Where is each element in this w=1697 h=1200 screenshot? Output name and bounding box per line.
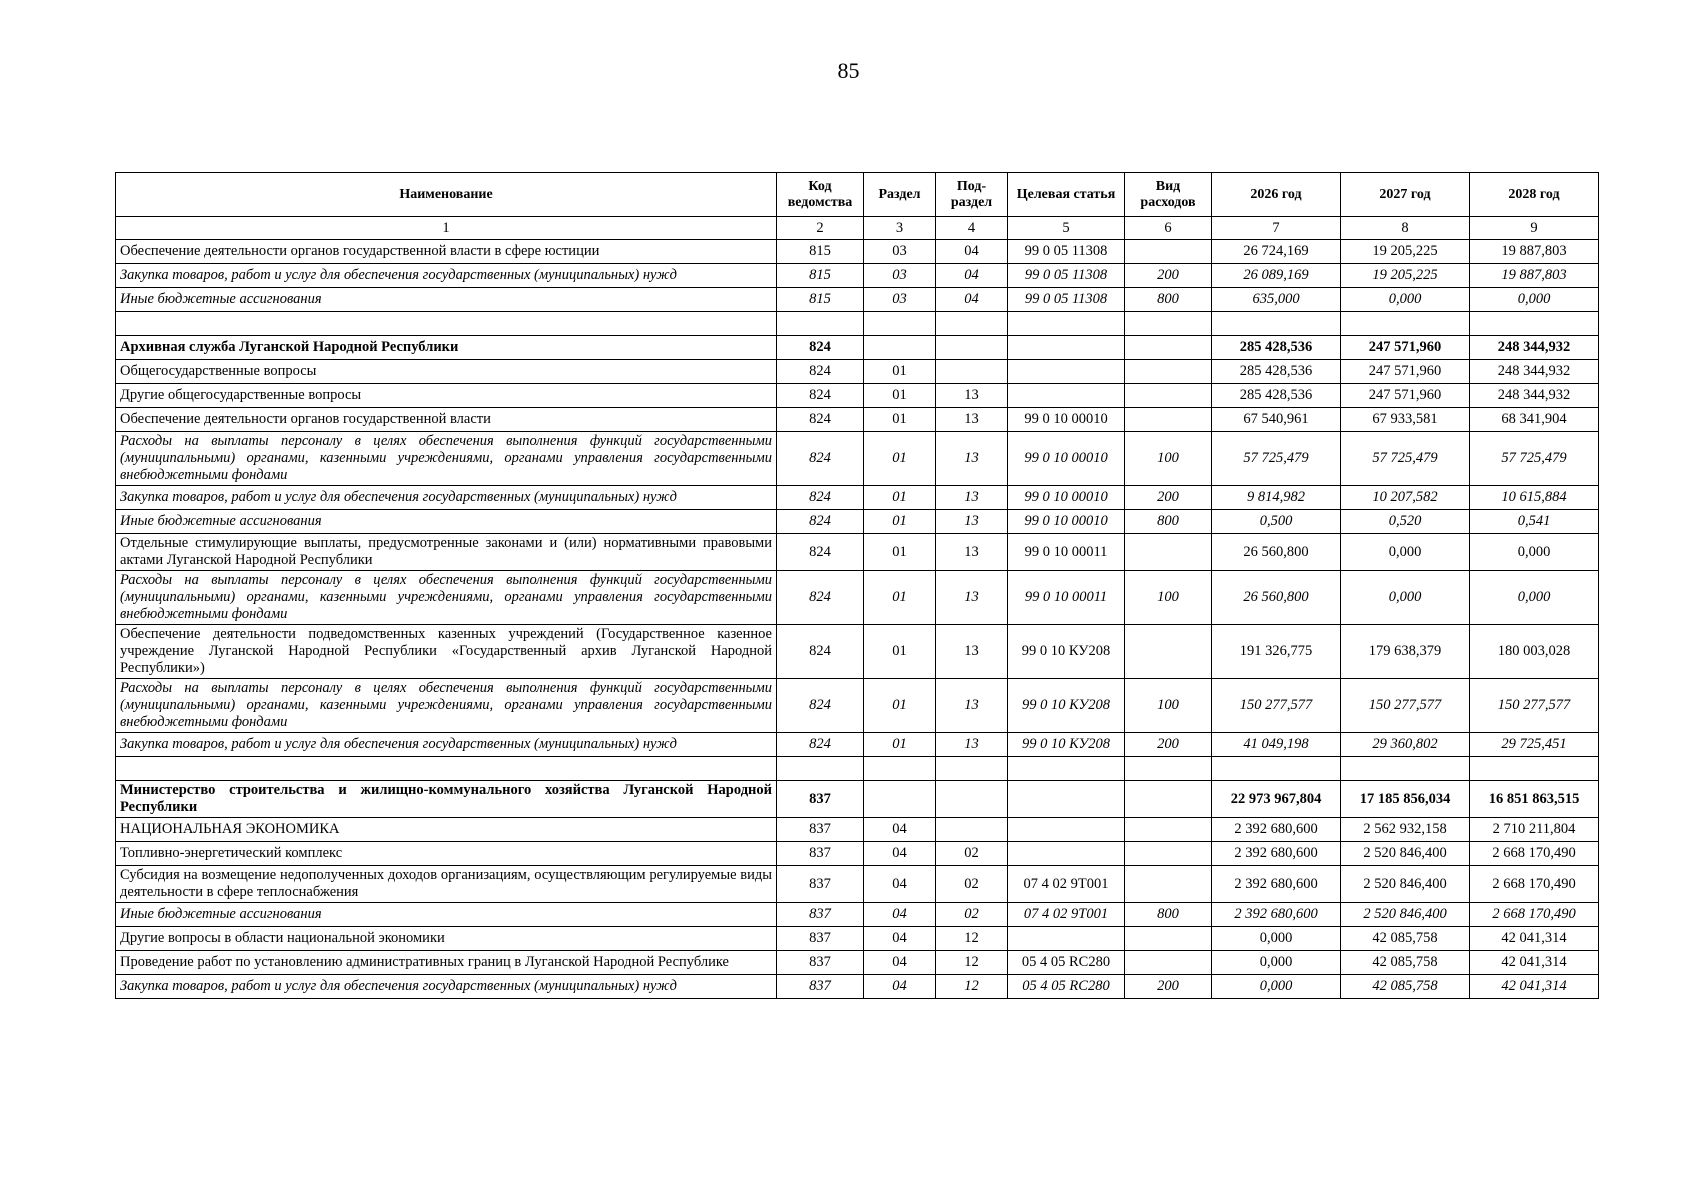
table-row (116, 927, 1599, 951)
table-row (116, 781, 1599, 818)
cell-target-article: 99 0 10 КУ208 (1008, 679, 1125, 733)
cell-target-article: 99 0 05 11308 (1008, 240, 1125, 264)
cell-section: 04 (864, 975, 936, 999)
cell-expense-type (1125, 534, 1212, 571)
cell-target-article (1008, 312, 1125, 336)
cell-subsection: 04 (936, 288, 1008, 312)
cell-name: Отдельные стимулирующие выплаты, предусмотренные законами и (или) нормативными правовыми актами Луганской Народной Республики (116, 534, 777, 571)
cell-department-code: 824 (777, 486, 864, 510)
cell-amount-2027: 2 520 846,400 (1341, 866, 1470, 903)
cell-amount-2027: 19 205,225 (1341, 240, 1470, 264)
cell-amount-2028: 10 615,884 (1470, 486, 1599, 510)
cell-section: 01 (864, 534, 936, 571)
cell-amount-2026: 0,000 (1212, 975, 1341, 999)
page-number: 85 (837, 58, 860, 83)
cell-amount-2026: 57 725,479 (1212, 432, 1341, 486)
cell-amount-2027: 19 205,225 (1341, 264, 1470, 288)
cell-section: 04 (864, 866, 936, 903)
cell-target-article: 99 0 10 00010 (1008, 408, 1125, 432)
cell-department-code: 824 (777, 571, 864, 625)
budget-table (115, 172, 1599, 999)
cell-subsection: 12 (936, 951, 1008, 975)
cell-amount-2027: 0,000 (1341, 571, 1470, 625)
cell-amount-2026 (1212, 757, 1341, 781)
cell-name: Архивная служба Луганской Народной Республики (116, 336, 777, 360)
cell-amount-2027: 42 085,758 (1341, 927, 1470, 951)
cell-amount-2026: 26 724,169 (1212, 240, 1341, 264)
cell-target-article (1008, 336, 1125, 360)
cell-expense-type (1125, 312, 1212, 336)
column-number: 5 (1008, 217, 1125, 240)
cell-target-article: 99 0 10 00010 (1008, 432, 1125, 486)
cell-section: 01 (864, 432, 936, 486)
cell-amount-2027: 57 725,479 (1341, 432, 1470, 486)
table-row (116, 336, 1599, 360)
cell-amount-2027: 17 185 856,034 (1341, 781, 1470, 818)
cell-name: Иные бюджетные ассигнования (116, 903, 777, 927)
cell-section (864, 336, 936, 360)
cell-name: Иные бюджетные ассигнования (116, 510, 777, 534)
cell-section (864, 757, 936, 781)
cell-name: Проведение работ по установлению административных границ в Луганской Народной Республике (116, 951, 777, 975)
cell-expense-type (1125, 384, 1212, 408)
cell-amount-2026: 191 326,775 (1212, 625, 1341, 679)
cell-expense-type: 100 (1125, 571, 1212, 625)
cell-subsection: 13 (936, 432, 1008, 486)
cell-department-code (777, 312, 864, 336)
cell-amount-2027: 2 520 846,400 (1341, 903, 1470, 927)
cell-subsection (936, 757, 1008, 781)
header-name: Наименование (116, 173, 777, 217)
cell-target-article (1008, 927, 1125, 951)
cell-target-article (1008, 757, 1125, 781)
cell-department-code: 837 (777, 951, 864, 975)
table-row (116, 534, 1599, 571)
cell-subsection: 13 (936, 510, 1008, 534)
cell-subsection: 13 (936, 625, 1008, 679)
cell-subsection: 02 (936, 866, 1008, 903)
cell-amount-2028: 16 851 863,515 (1470, 781, 1599, 818)
cell-amount-2028: 42 041,314 (1470, 951, 1599, 975)
cell-expense-type: 800 (1125, 288, 1212, 312)
cell-amount-2028: 150 277,577 (1470, 679, 1599, 733)
cell-name: Обеспечение деятельности органов государственной власти (116, 408, 777, 432)
cell-department-code: 824 (777, 733, 864, 757)
cell-name: Иные бюджетные ассигнования (116, 288, 777, 312)
cell-subsection: 13 (936, 384, 1008, 408)
column-number-row (116, 217, 1599, 240)
cell-name: Другие общегосударственные вопросы (116, 384, 777, 408)
cell-target-article: 99 0 05 11308 (1008, 264, 1125, 288)
cell-amount-2028: 2 668 170,490 (1470, 842, 1599, 866)
cell-expense-type: 800 (1125, 510, 1212, 534)
cell-amount-2027: 29 360,802 (1341, 733, 1470, 757)
cell-department-code: 824 (777, 384, 864, 408)
cell-name: Обеспечение деятельности подведомственных казенных учреждений (Государственное казенное учреждение Луганской Народной Республики «Государственный архив Луганской Народной Республики») (116, 625, 777, 679)
header-year-2027: 2027 год (1341, 173, 1470, 217)
cell-target-article (1008, 360, 1125, 384)
cell-amount-2028: 2 668 170,490 (1470, 866, 1599, 903)
cell-expense-type (1125, 336, 1212, 360)
cell-amount-2028: 0,000 (1470, 288, 1599, 312)
cell-amount-2028: 19 887,803 (1470, 240, 1599, 264)
cell-expense-type (1125, 360, 1212, 384)
cell-name: Закупка товаров, работ и услуг для обеспечения государственных (муниципальных) нужд (116, 975, 777, 999)
cell-amount-2028: 248 344,932 (1470, 384, 1599, 408)
cell-department-code: 815 (777, 240, 864, 264)
cell-section: 01 (864, 571, 936, 625)
cell-expense-type (1125, 240, 1212, 264)
cell-amount-2028: 248 344,932 (1470, 360, 1599, 384)
cell-section: 03 (864, 240, 936, 264)
cell-expense-type: 100 (1125, 432, 1212, 486)
cell-subsection: 13 (936, 486, 1008, 510)
cell-amount-2026: 285 428,536 (1212, 360, 1341, 384)
cell-amount-2028: 248 344,932 (1470, 336, 1599, 360)
cell-department-code: 837 (777, 818, 864, 842)
cell-expense-type (1125, 757, 1212, 781)
column-number: 3 (864, 217, 936, 240)
cell-subsection (936, 360, 1008, 384)
cell-amount-2026: 67 540,961 (1212, 408, 1341, 432)
cell-amount-2027: 179 638,379 (1341, 625, 1470, 679)
cell-amount-2026: 150 277,577 (1212, 679, 1341, 733)
cell-subsection: 13 (936, 679, 1008, 733)
table-row (116, 264, 1599, 288)
cell-target-article: 99 0 05 11308 (1008, 288, 1125, 312)
cell-amount-2026 (1212, 312, 1341, 336)
header-year-2026: 2026 год (1212, 173, 1341, 217)
table-row (116, 679, 1599, 733)
cell-target-article: 99 0 10 00010 (1008, 486, 1125, 510)
cell-amount-2028: 0,000 (1470, 534, 1599, 571)
cell-department-code: 824 (777, 510, 864, 534)
cell-name: Топливно-энергетический комплекс (116, 842, 777, 866)
cell-amount-2026: 285 428,536 (1212, 384, 1341, 408)
cell-amount-2028: 42 041,314 (1470, 975, 1599, 999)
cell-department-code: 837 (777, 842, 864, 866)
table-row (116, 842, 1599, 866)
header-expense-type: Вид расходов (1125, 173, 1212, 217)
table-row (116, 408, 1599, 432)
cell-amount-2028: 2 668 170,490 (1470, 903, 1599, 927)
cell-department-code: 824 (777, 432, 864, 486)
table-row (116, 975, 1599, 999)
cell-amount-2028: 42 041,314 (1470, 927, 1599, 951)
column-number: 8 (1341, 217, 1470, 240)
cell-expense-type: 100 (1125, 679, 1212, 733)
table-row (116, 571, 1599, 625)
cell-section: 01 (864, 733, 936, 757)
cell-department-code: 815 (777, 288, 864, 312)
header-target-article: Целевая статья (1008, 173, 1125, 217)
cell-target-article: 07 4 02 9Т001 (1008, 866, 1125, 903)
cell-department-code: 837 (777, 975, 864, 999)
cell-department-code: 824 (777, 679, 864, 733)
cell-target-article: 99 0 10 КУ208 (1008, 733, 1125, 757)
cell-subsection: 13 (936, 571, 1008, 625)
cell-section: 01 (864, 679, 936, 733)
cell-section: 01 (864, 625, 936, 679)
cell-name: Расходы на выплаты персоналу в целях обеспечения выполнения функций государственными (муниципальными) органами, казенными учреждениями, органами управления государственными внебюджетными фондами (116, 571, 777, 625)
cell-amount-2027: 247 571,960 (1341, 384, 1470, 408)
cell-amount-2027: 150 277,577 (1341, 679, 1470, 733)
cell-amount-2026: 22 973 967,804 (1212, 781, 1341, 818)
cell-target-article: 99 0 10 00010 (1008, 510, 1125, 534)
cell-subsection: 04 (936, 240, 1008, 264)
cell-expense-type: 200 (1125, 975, 1212, 999)
cell-subsection: 12 (936, 927, 1008, 951)
cell-target-article (1008, 781, 1125, 818)
cell-amount-2027 (1341, 757, 1470, 781)
header-section: Раздел (864, 173, 936, 217)
cell-section: 04 (864, 842, 936, 866)
cell-section: 01 (864, 360, 936, 384)
cell-amount-2028 (1470, 312, 1599, 336)
cell-amount-2027 (1341, 312, 1470, 336)
cell-amount-2027: 0,000 (1341, 534, 1470, 571)
cell-department-code: 837 (777, 927, 864, 951)
cell-department-code: 837 (777, 781, 864, 818)
cell-amount-2027: 67 933,581 (1341, 408, 1470, 432)
cell-name: Субсидия на возмещение недополученных доходов организациям, осуществляющим регулируемые виды деятельности в сфере теплоснабжения (116, 866, 777, 903)
cell-section: 03 (864, 264, 936, 288)
cell-subsection: 12 (936, 975, 1008, 999)
column-number: 4 (936, 217, 1008, 240)
cell-amount-2026: 26 089,169 (1212, 264, 1341, 288)
cell-name (116, 312, 777, 336)
table-body (116, 240, 1599, 999)
cell-amount-2028: 2 710 211,804 (1470, 818, 1599, 842)
cell-amount-2028 (1470, 757, 1599, 781)
cell-name: Расходы на выплаты персоналу в целях обеспечения выполнения функций государственными (муниципальными) органами, казенными учреждениями, органами управления государственными внебюджетными фондами (116, 679, 777, 733)
header-subsection: Под-раздел (936, 173, 1008, 217)
cell-subsection: 13 (936, 534, 1008, 571)
cell-section (864, 312, 936, 336)
cell-section: 04 (864, 951, 936, 975)
cell-target-article (1008, 842, 1125, 866)
cell-subsection: 04 (936, 264, 1008, 288)
cell-section: 01 (864, 486, 936, 510)
header-row (116, 173, 1599, 217)
cell-section: 01 (864, 384, 936, 408)
table-row (116, 625, 1599, 679)
cell-expense-type (1125, 927, 1212, 951)
cell-amount-2028: 19 887,803 (1470, 264, 1599, 288)
cell-subsection (936, 781, 1008, 818)
cell-department-code (777, 757, 864, 781)
cell-name: Министерство строительства и жилищно-коммунального хозяйства Луганской Народной Республики (116, 781, 777, 818)
cell-target-article: 05 4 05 RС280 (1008, 951, 1125, 975)
cell-department-code: 815 (777, 264, 864, 288)
cell-expense-type: 800 (1125, 903, 1212, 927)
cell-target-article: 99 0 10 КУ208 (1008, 625, 1125, 679)
cell-department-code: 837 (777, 866, 864, 903)
cell-amount-2027: 2 562 932,158 (1341, 818, 1470, 842)
cell-amount-2026: 41 049,198 (1212, 733, 1341, 757)
cell-expense-type (1125, 818, 1212, 842)
cell-section: 01 (864, 510, 936, 534)
column-number: 2 (777, 217, 864, 240)
cell-expense-type (1125, 951, 1212, 975)
table-row (116, 486, 1599, 510)
cell-department-code: 824 (777, 360, 864, 384)
cell-section: 04 (864, 903, 936, 927)
empty-row (116, 312, 1599, 336)
cell-amount-2027: 247 571,960 (1341, 336, 1470, 360)
cell-section: 04 (864, 927, 936, 951)
cell-amount-2027: 42 085,758 (1341, 951, 1470, 975)
cell-section: 04 (864, 818, 936, 842)
table-row (116, 360, 1599, 384)
cell-amount-2026: 0,000 (1212, 927, 1341, 951)
header-year-2028: 2028 год (1470, 173, 1599, 217)
cell-expense-type (1125, 866, 1212, 903)
cell-subsection: 02 (936, 903, 1008, 927)
cell-expense-type (1125, 842, 1212, 866)
table-row (116, 733, 1599, 757)
cell-name: Закупка товаров, работ и услуг для обеспечения государственных (муниципальных) нужд (116, 264, 777, 288)
cell-amount-2027: 10 207,582 (1341, 486, 1470, 510)
cell-subsection (936, 312, 1008, 336)
cell-subsection (936, 818, 1008, 842)
cell-name: Другие вопросы в области национальной экономики (116, 927, 777, 951)
column-number: 7 (1212, 217, 1341, 240)
table-row (116, 510, 1599, 534)
cell-expense-type: 200 (1125, 264, 1212, 288)
cell-expense-type (1125, 408, 1212, 432)
empty-row (116, 757, 1599, 781)
cell-amount-2028: 68 341,904 (1470, 408, 1599, 432)
cell-amount-2026: 635,000 (1212, 288, 1341, 312)
table-row (116, 818, 1599, 842)
cell-amount-2027: 0,520 (1341, 510, 1470, 534)
table-row (116, 432, 1599, 486)
cell-name: НАЦИОНАЛЬНАЯ ЭКОНОМИКА (116, 818, 777, 842)
cell-name: Расходы на выплаты персоналу в целях обеспечения выполнения функций государственными (муниципальными) органами, казенными учреждениями, органами управления государственными внебюджетными фондами (116, 432, 777, 486)
cell-name: Закупка товаров, работ и услуг для обеспечения государственных (муниципальных) нужд (116, 486, 777, 510)
cell-amount-2026: 9 814,982 (1212, 486, 1341, 510)
header-department-code: Код ведомства (777, 173, 864, 217)
cell-amount-2026: 2 392 680,600 (1212, 903, 1341, 927)
column-number: 6 (1125, 217, 1212, 240)
cell-subsection: 13 (936, 408, 1008, 432)
cell-amount-2028: 0,000 (1470, 571, 1599, 625)
column-number: 9 (1470, 217, 1599, 240)
cell-amount-2026: 2 392 680,600 (1212, 842, 1341, 866)
cell-subsection: 02 (936, 842, 1008, 866)
cell-target-article: 07 4 02 9Т001 (1008, 903, 1125, 927)
cell-amount-2026: 2 392 680,600 (1212, 818, 1341, 842)
table-row (116, 240, 1599, 264)
cell-amount-2028: 180 003,028 (1470, 625, 1599, 679)
cell-amount-2026: 2 392 680,600 (1212, 866, 1341, 903)
cell-amount-2026: 26 560,800 (1212, 571, 1341, 625)
table-row (116, 951, 1599, 975)
cell-department-code: 824 (777, 534, 864, 571)
cell-amount-2026: 0,000 (1212, 951, 1341, 975)
column-number: 1 (116, 217, 777, 240)
cell-section (864, 781, 936, 818)
cell-department-code: 824 (777, 625, 864, 679)
table-row (116, 866, 1599, 903)
cell-amount-2028: 0,541 (1470, 510, 1599, 534)
cell-name: Закупка товаров, работ и услуг для обеспечения государственных (муниципальных) нужд (116, 733, 777, 757)
table-row (116, 288, 1599, 312)
cell-amount-2027: 2 520 846,400 (1341, 842, 1470, 866)
cell-target-article: 99 0 10 00011 (1008, 571, 1125, 625)
cell-target-article: 05 4 05 RС280 (1008, 975, 1125, 999)
cell-amount-2028: 29 725,451 (1470, 733, 1599, 757)
cell-department-code: 837 (777, 903, 864, 927)
table-row (116, 384, 1599, 408)
cell-expense-type: 200 (1125, 486, 1212, 510)
cell-expense-type (1125, 625, 1212, 679)
cell-amount-2026: 285 428,536 (1212, 336, 1341, 360)
cell-amount-2026: 26 560,800 (1212, 534, 1341, 571)
cell-name: Обеспечение деятельности органов государственной власти в сфере юстиции (116, 240, 777, 264)
table-row (116, 903, 1599, 927)
cell-name: Общегосударственные вопросы (116, 360, 777, 384)
cell-amount-2027: 42 085,758 (1341, 975, 1470, 999)
cell-section: 01 (864, 408, 936, 432)
cell-amount-2028: 57 725,479 (1470, 432, 1599, 486)
cell-subsection (936, 336, 1008, 360)
cell-amount-2027: 247 571,960 (1341, 360, 1470, 384)
cell-target-article (1008, 818, 1125, 842)
cell-expense-type (1125, 781, 1212, 818)
cell-amount-2026: 0,500 (1212, 510, 1341, 534)
cell-department-code: 824 (777, 336, 864, 360)
cell-target-article: 99 0 10 00011 (1008, 534, 1125, 571)
cell-name (116, 757, 777, 781)
cell-amount-2027: 0,000 (1341, 288, 1470, 312)
cell-subsection: 13 (936, 733, 1008, 757)
cell-section: 03 (864, 288, 936, 312)
cell-expense-type: 200 (1125, 733, 1212, 757)
cell-target-article (1008, 384, 1125, 408)
cell-department-code: 824 (777, 408, 864, 432)
